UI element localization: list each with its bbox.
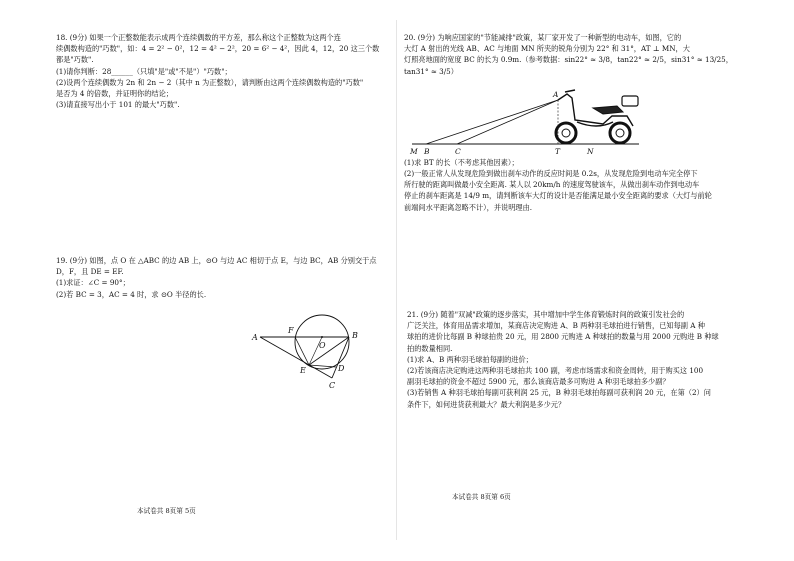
label-e: E bbox=[300, 366, 306, 375]
q19-line: (2)若 BC = 3，AC = 4 时，求 ⊙O 半径的长. bbox=[56, 289, 207, 299]
q20-line: 前端间水平距离忽略不计），并说明理由. bbox=[404, 202, 533, 212]
q18-line: 18. (9分) 如果一个正整数能表示成两个连续偶数的平方差，那么称这个正整数为这两个连 bbox=[56, 33, 341, 42]
light-ray-ab bbox=[426, 100, 558, 144]
q20-line: (2)一般正常人从发现危险到做出刹车动作的反应时间是 0.2s，从发现危险到电动车完全停下 bbox=[404, 169, 698, 179]
q21-line: 副羽毛球拍的资金不超过 5900 元，那么该商店最多可购进 A 种羽毛球拍多少副？ bbox=[407, 377, 670, 387]
center-o-point bbox=[321, 336, 323, 338]
scooter-icon bbox=[556, 90, 638, 143]
label-n: N bbox=[587, 147, 594, 156]
q20-line: 所行驶的距离叫做最小安全距离. 某人以 20km/h 的速度驾驶该车，从做出刹车动作到电动车 bbox=[404, 180, 700, 190]
q21-line: (2)若该商店决定购进这两种羽毛球拍共 100 副，考虑市场需求和资金周转，用于购买这 100 bbox=[407, 366, 704, 376]
q20-line: 20. (9分) 为响应国家的"节能减排"政策，某厂家开发了一种新型的电动车，如图，它的 bbox=[404, 33, 682, 42]
question-18 bbox=[56, 32, 380, 110]
q21-line: (1)求 A、B 两种羽毛球拍每副的进价； bbox=[407, 354, 533, 364]
label-o: O bbox=[319, 341, 326, 350]
q18-line: (3)请直接写出小于 101 的最大"巧数". bbox=[56, 100, 180, 110]
label-c: C bbox=[329, 381, 336, 390]
label-d: D bbox=[338, 364, 345, 373]
label-c: C bbox=[455, 147, 461, 156]
question-21 bbox=[407, 309, 747, 410]
q18-line: (2)设两个连续偶数为 2n 和 2n − 2（其中 n 为正整数），请判断由这两个连续偶数构造的"巧数" bbox=[56, 77, 364, 87]
figure-20 bbox=[407, 86, 647, 158]
q18-line: (1)请你判断：28______（只填"是"或"不是"）"巧数"； bbox=[56, 66, 232, 76]
label-f: F bbox=[288, 326, 294, 335]
page-footer-left: 本试卷共 8页第 5页 bbox=[137, 507, 196, 515]
right-page bbox=[397, 0, 794, 561]
label-t: T bbox=[555, 147, 561, 156]
figure-19 bbox=[250, 310, 380, 390]
q20-line: (1)求 BT 的长（不考虑其他因素）； bbox=[404, 157, 519, 167]
q18-line: 都是"巧数". bbox=[56, 55, 94, 65]
q18-line: 是否为 4 的倍数，并证明你的结论； bbox=[56, 89, 173, 99]
label-m: M bbox=[410, 147, 418, 156]
light-ray-ac bbox=[457, 100, 558, 144]
label-b: B bbox=[424, 147, 430, 156]
page-footer-right: 本试卷共 8页第 6页 bbox=[452, 493, 511, 501]
label-b: B bbox=[352, 331, 358, 340]
q19-line: 19. (9分) 如图，点 O 在 △ABC 的边 AB 上，⊙O 与边 AC 相切于点 E，与边 BC，AB 分别交于点 bbox=[56, 256, 377, 265]
q18-line: 续偶数构造的"巧数"，如：4 = 2² − 0²，12 = 4² − 2²，20 = 6² − 4²，因此 4，12，20 这三个数 bbox=[56, 44, 380, 54]
label-a: A bbox=[252, 333, 258, 342]
label-a: A bbox=[553, 90, 559, 99]
q21-line: (3)若销售 A 种羽毛球拍每副可获利润 25 元，B 种羽毛球拍每副可获利润 20 元，在第（2）问 bbox=[407, 388, 711, 398]
q19-line: D，F，且 DE = EF. bbox=[56, 267, 124, 277]
q20-line: 灯照亮地面的宽度 BC 的长为 0.9m.（参考数据：sin22° ≈ 3/8，tan22° ≈ 2/5，sin31° ≈ 13/25，tan31° ≈ 3/5） bbox=[404, 55, 733, 76]
q21-line: 拍的数量相同. bbox=[407, 343, 453, 353]
q20-line: 大灯 A 射出的光线 AB、AC 与地面 MN 所夹的锐角分别为 22° 和 31°，AT ⊥ MN，大 bbox=[404, 44, 690, 54]
q21-line: 广泛关注，体育用品需求增加，某商店决定购进 A、B 两种羽毛球拍进行销售，已知每副 A 种 bbox=[407, 321, 705, 331]
q20-line: 停止的刹车距离是 14/9 m，请判断该车大灯的设计是否能满足最小安全距离的要求（大灯与前轮 bbox=[404, 191, 712, 201]
question-19 bbox=[56, 255, 377, 300]
q21-line: 条件下，如何进货获利最大？最大利润是多少元？ bbox=[407, 399, 566, 409]
q19-line: (1)求证：∠C = 90°； bbox=[56, 278, 130, 288]
q21-line: 21. (9分) 随着"双减"政策的逐步落实，其中增加中学生体育锻炼时间的政策引发社会的 bbox=[407, 310, 685, 319]
q21-line: 球拍的进价比每副 B 种球拍贵 20 元，用 2800 元购进 A 种球拍的数量与用 2000 元购进 B 种球 bbox=[407, 332, 719, 342]
